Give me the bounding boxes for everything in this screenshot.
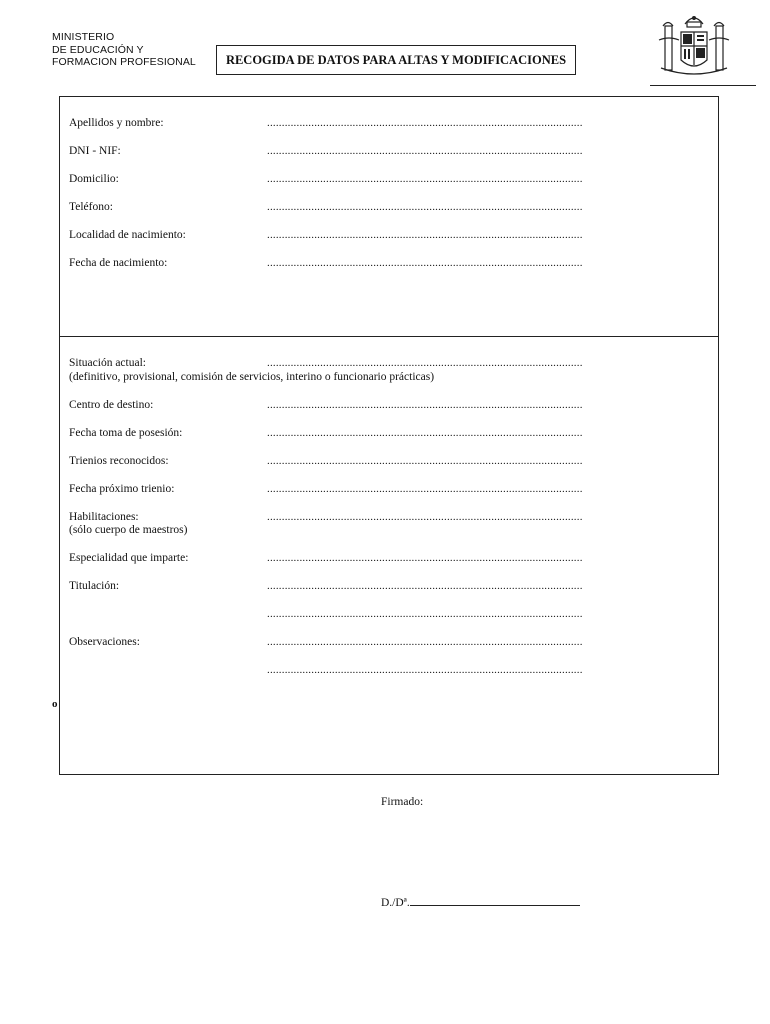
degree-label: Titulación: <box>69 580 120 592</box>
degree-field-extra[interactable]: ........................................................................................................... <box>267 608 583 620</box>
coat-of-arms-icon <box>657 10 731 82</box>
surname-field[interactable]: ........................................................................................................... <box>267 117 583 129</box>
specialty-field[interactable]: ........................................................................................................... <box>267 552 583 564</box>
signature-line[interactable] <box>410 894 580 906</box>
situation-note: (definitivo, provisional, comisión de servicios, interino o funcionario prácticas) <box>69 371 435 383</box>
qualifications-label: Habilitaciones: <box>69 511 139 523</box>
next-triennium-field[interactable]: ........................................................................................................... <box>267 483 583 495</box>
section-divider <box>59 336 719 337</box>
qualifications-field[interactable]: ........................................................................................................... <box>267 511 583 523</box>
possession-date-field[interactable]: ........................................................................................................... <box>267 427 583 439</box>
birthplace-label: Localidad de nacimiento: <box>69 229 186 241</box>
address-field[interactable]: ........................................................................................................... <box>267 173 583 185</box>
observations-field-extra[interactable]: ........................................................................................................... <box>267 664 583 676</box>
qualifications-note: (sólo cuerpo de maestros) <box>69 524 188 536</box>
triennia-field[interactable]: ........................................................................................................... <box>267 455 583 467</box>
surname-label: Apellidos y nombre: <box>69 117 164 129</box>
observations-label: Observaciones: <box>69 636 140 648</box>
ministry-line-2: DE EDUCACIÓN Y <box>52 43 144 56</box>
form-title: RECOGIDA DE DATOS PARA ALTAS Y MODIFICACIONES <box>216 45 576 75</box>
specialty-label: Especialidad que imparte: <box>69 552 189 564</box>
stray-mark: o <box>52 698 58 710</box>
signed-label: Firmado: <box>381 796 424 808</box>
situation-label: Situación actual: <box>69 357 146 369</box>
birthdate-field[interactable]: ........................................................................................................... <box>267 257 583 269</box>
ministry-line-1: MINISTERIO <box>52 31 115 43</box>
ministry-line-3: FORMACION PROFESIONAL <box>52 56 196 68</box>
phone-label: Teléfono: <box>69 201 113 213</box>
birthplace-field[interactable]: ........................................................................................................... <box>267 229 583 241</box>
signatory-prefix: D./Dª. <box>381 897 410 909</box>
observations-field[interactable]: ........................................................................................................... <box>267 636 583 648</box>
ministry-name <box>52 31 196 69</box>
phone-field[interactable]: ........................................................................................................... <box>267 201 583 213</box>
degree-field[interactable]: ........................................................................................................... <box>267 580 583 592</box>
header-rule <box>650 85 756 86</box>
dni-label: DNI - NIF: <box>69 145 121 157</box>
birthdate-label: Fecha de nacimiento: <box>69 257 168 269</box>
signatory-line[interactable] <box>381 894 580 909</box>
possession-date-label: Fecha toma de posesión: <box>69 427 183 439</box>
next-triennium-label: Fecha próximo trienio: <box>69 483 175 495</box>
address-label: Domicilio: <box>69 173 119 185</box>
situation-field[interactable]: ........................................................................................................... <box>267 357 583 369</box>
dni-field[interactable]: ........................................................................................................... <box>267 145 583 157</box>
triennia-label: Trienios reconocidos: <box>69 455 169 467</box>
center-label: Centro de destino: <box>69 399 154 411</box>
center-field[interactable]: ........................................................................................................... <box>267 399 583 411</box>
